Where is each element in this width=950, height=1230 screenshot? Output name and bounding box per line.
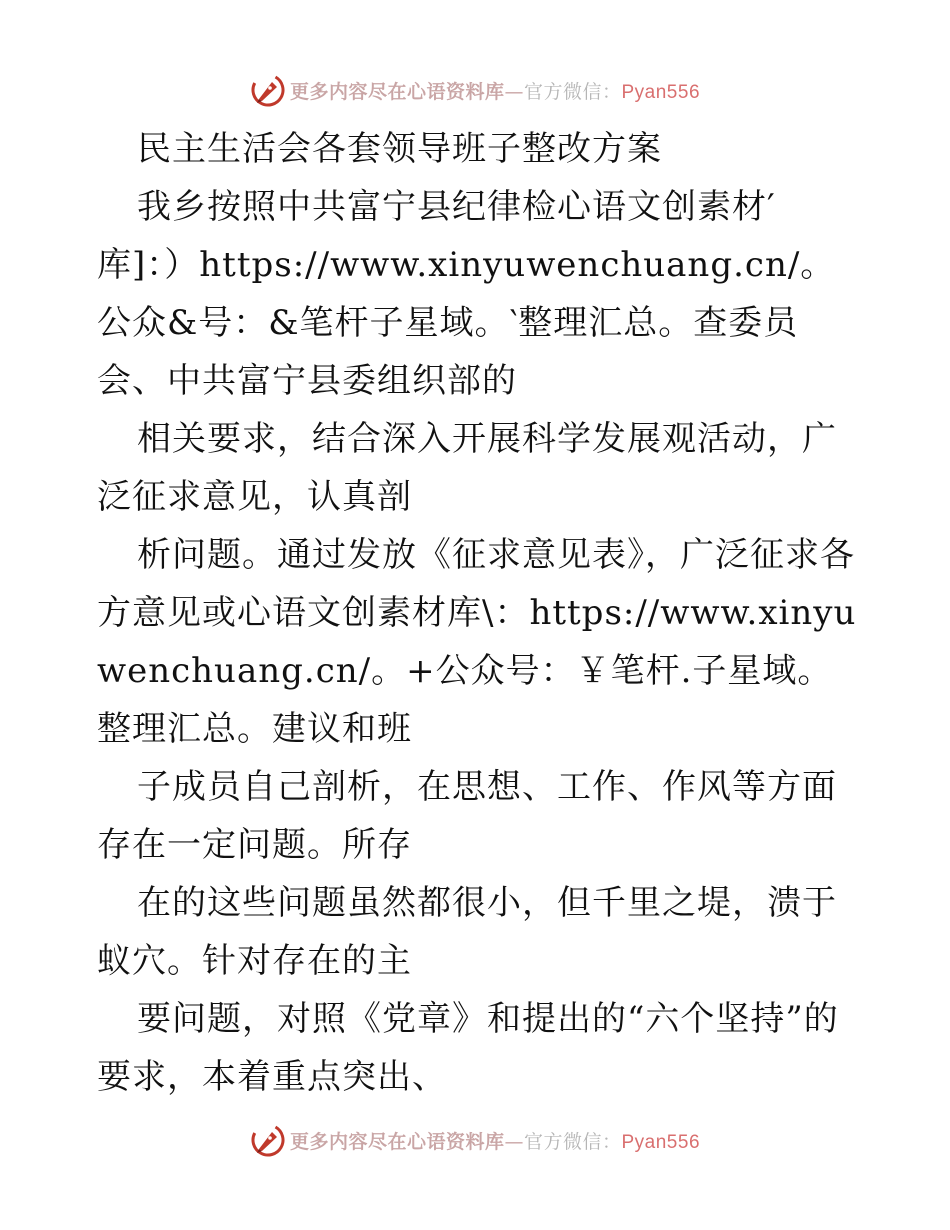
paragraph: 我乡按照中共富宁县纪律检心语文创素材′库]：）https://www.xinyuwenchuang.cn/。公众&号：&笔杆子星域。‵整理汇总。查委员会、中共富宁县委组织部的 (97, 187, 836, 401)
banner-wechat-label: 官方微信： (523, 1130, 622, 1153)
paragraph: 子成员自己剖析，在思想、工作、作风等方面存在一定问题。所存 (97, 767, 837, 865)
banner-text (290, 1127, 700, 1154)
paragraph: 析问题。通过发放《征求意见表》，广泛征求各方意见或心语文创素材库\：https://www.xinyuwenchuang.cn/。+公众号：￥笔杆.子星域。整理汇总。建议和班 (97, 535, 857, 749)
banner-separator: — (504, 1130, 524, 1153)
footer-banner (0, 1120, 950, 1160)
banner-main-text: 更多内容尽在心语资料库 (289, 1130, 505, 1153)
pen-nib-logo-icon (250, 72, 286, 108)
banner-text (290, 77, 700, 104)
banner-wechat-id: Pyan556 (621, 81, 701, 103)
paragraph: 要问题，对照《党章》和提出的“六个坚持”的要求，本着重点突出、 (97, 999, 839, 1097)
banner-main-text: 更多内容尽在心语资料库 (289, 80, 505, 103)
banner-wechat-label: 官方微信： (523, 80, 622, 103)
pen-nib-logo-icon (250, 1122, 286, 1158)
paragraph: 在的这些问题虽然都很小，但千里之堤，溃于蚁穴。针对存在的主 (97, 883, 837, 981)
banner-wechat-id: Pyan556 (621, 1131, 701, 1153)
document-title: 民主生活会各套领导班子整改方案 (137, 129, 662, 169)
header-banner (0, 70, 950, 110)
paragraph: 相关要求，结合深入开展科学发展观活动，广泛征求意见，认真剖 (97, 419, 837, 517)
banner-separator: — (504, 80, 524, 103)
document-body (97, 120, 857, 1106)
